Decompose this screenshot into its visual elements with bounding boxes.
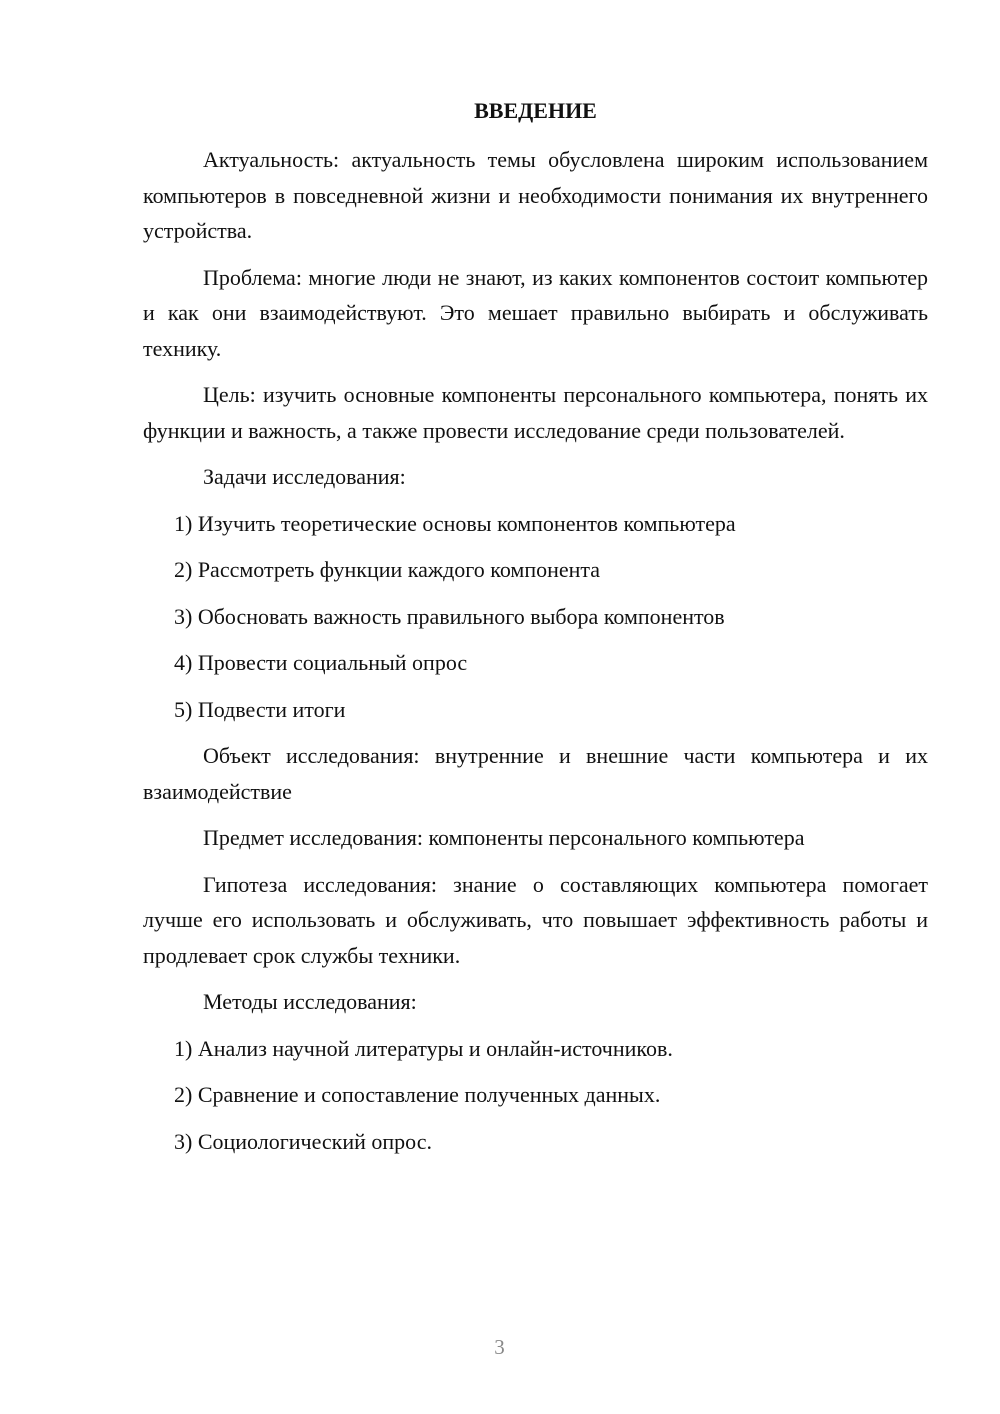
document-page (143, 0, 928, 1414)
task-item: 1) Изучить теоретические основы компонентов компьютера (174, 510, 736, 536)
document-body (143, 142, 928, 1170)
tasks-title: Задачи исследования: (203, 464, 406, 489)
paragraph-hypothesis: Гипотеза исследования: знание о составляющих компьютера помогает лучше его использовать и обслуживать, что повышает эффективность работы и продлевает срок службы техники. (143, 871, 928, 968)
task-item: 5) Подвести итоги (174, 696, 346, 722)
method-item: 1) Анализ научной литературы и онлайн-источников. (174, 1035, 673, 1061)
method-item: 2) Сравнение и сопоставление полученных данных. (174, 1082, 661, 1107)
page-heading: ВВЕДЕНИЕ (474, 98, 597, 123)
paragraph-relevance: Актуальность: актуальность темы обусловлена широким использованием компьютеров в повседневной жизни и необходимости понимания их внутреннего устройства. (143, 147, 928, 243)
task-item: 2) Рассмотреть функции каждого компонента (174, 557, 601, 582)
paragraph-object: Объект исследования: внутренние и внешние части компьютера и их взаимодействие (143, 743, 928, 804)
paragraph-problem: Проблема: многие люди не знают, из каких компонентов состоит компьютер и как они взаимодействуют. Это мешает правильно выбирать и обслуживать технику. (143, 264, 928, 361)
methods-title: Методы исследования: (203, 989, 417, 1014)
paragraph-subject: Предмет исследования: компоненты персонального компьютера (203, 825, 805, 850)
task-item: 3) Обосновать важность правильного выбора компонентов (174, 603, 725, 629)
task-item: 4) Провести социальный опрос (174, 650, 468, 675)
paragraph-goal: Цель: изучить основные компоненты персонального компьютера, понять их функции и важность, а также провести исследование среди пользователей. (143, 382, 928, 443)
method-item: 3) Социологический опрос. (174, 1128, 432, 1154)
page-number: 3 (494, 1335, 505, 1359)
